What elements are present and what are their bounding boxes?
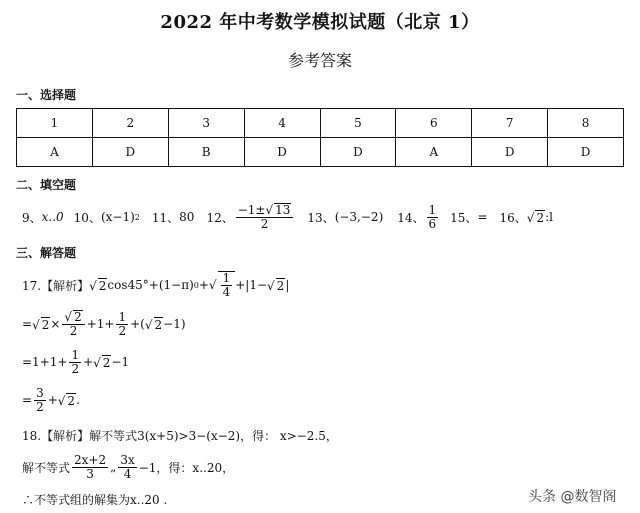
- q17-l1-radicand-2: 2: [276, 278, 285, 293]
- q12-denominator: 2: [260, 217, 269, 231]
- q18-l2-text-a: 解不等式: [22, 460, 71, 475]
- q17-l3-frac-num: 1: [71, 347, 80, 362]
- q17-l4-text-b: +: [47, 393, 58, 407]
- q17-l2-frac2-num: 1: [118, 309, 127, 324]
- table-cell: D: [472, 138, 548, 167]
- q10-answer: (x−1): [100, 210, 135, 224]
- q17-l1-fraction: [221, 272, 233, 298]
- q14-denominator: 6: [428, 216, 437, 231]
- q9-label: 9、: [22, 210, 42, 225]
- q16-radicand: 2: [536, 210, 545, 225]
- q11-answer: 80: [179, 210, 195, 224]
- q17-l3-text-b: +: [83, 355, 94, 369]
- table-cell: 3: [168, 109, 244, 138]
- q17-l3-frac-den: 2: [71, 361, 80, 376]
- table-cell: 1: [17, 109, 93, 138]
- q17-l4-text-a: =: [22, 393, 33, 407]
- q18-line-2: [22, 450, 234, 484]
- watermark: 头条 @数智阁: [528, 489, 617, 505]
- q17-l3-text-a: =1+1+: [22, 355, 68, 369]
- q17-label: 17.【解析】: [22, 278, 90, 293]
- section-heading-fill: 二、填空题: [16, 178, 77, 192]
- q17-l3-radicand: 2: [102, 355, 111, 370]
- q10-label: 10、: [73, 210, 101, 225]
- q12-fraction: [236, 203, 294, 230]
- q17-l1-text-b: +: [198, 278, 209, 292]
- table-row-answers: [17, 138, 624, 167]
- q14-numerator: 1: [428, 202, 437, 217]
- page-title: 2022 年中考数学模拟试题（北京 1）: [160, 12, 480, 33]
- q16-label: 16、: [499, 210, 527, 225]
- q12-label: 12、: [206, 210, 234, 225]
- q15-label: 15、: [450, 210, 478, 225]
- table-cell: 4: [244, 109, 320, 138]
- q12-numerator-text: −1±: [237, 203, 266, 218]
- q17-l2-text-b: ×: [50, 317, 61, 331]
- q17-l1-text-d: |: [285, 278, 290, 292]
- q18-l1-text: 解不等式3(x+5)>3−(x−2)，得： x>−2.5，: [89, 428, 338, 443]
- q17-l2-text-d: +(: [130, 317, 145, 331]
- q17-line-3: [22, 344, 129, 380]
- table-cell: D: [244, 138, 320, 167]
- q17-l1-frac-den: 4: [222, 285, 231, 299]
- page-subtitle: 参考答案: [287, 51, 352, 70]
- choice-answer-table: [16, 108, 624, 167]
- q17-l4-radicand: 2: [67, 393, 76, 408]
- q17-l2-frac1-den: 2: [69, 324, 78, 338]
- q17-l4-frac-den: 2: [36, 399, 44, 414]
- table-cell: 8: [548, 109, 624, 138]
- q17-l1-text-c: +|1−: [235, 278, 268, 292]
- q17-l2-text-a: =: [22, 317, 33, 331]
- q15-answer: =: [477, 210, 488, 224]
- q17-line-4: [22, 382, 80, 418]
- q17-l2-fraction-2: [116, 311, 128, 337]
- q14-label: 14、: [397, 210, 425, 225]
- q17-l2-fraction-1: [62, 310, 84, 337]
- q11-label: 11、: [151, 210, 180, 225]
- table-cell: D: [320, 138, 396, 167]
- q18-line-1: [22, 426, 338, 444]
- q18-line-3: [22, 490, 167, 508]
- q18-l2-fraction-1: [72, 454, 108, 480]
- q10-exponent: 2: [134, 212, 140, 222]
- q18-l2-fraction-2: [118, 454, 136, 480]
- table-row-numbers: [17, 109, 624, 138]
- q18-label: 18.【解析】: [22, 428, 90, 443]
- q17-l1-text-a: cos45°+(1−π): [107, 278, 194, 292]
- q18-l3-text: ∴不等式组的解集为x..20 .: [22, 492, 168, 507]
- q17-l2-frac1-radicand: 2: [74, 310, 82, 325]
- q17-l1-exponent: 0: [193, 280, 199, 290]
- table-cell: 7: [472, 109, 548, 138]
- q16-tail: :l: [545, 210, 553, 224]
- q17-l2-text-c: +1+: [86, 317, 115, 331]
- q18-l2-frac2-num: 3x: [120, 452, 135, 467]
- q18-l2-frac2-den: 4: [123, 466, 132, 481]
- section-heading-choice: 一、选择题: [16, 88, 77, 102]
- table-cell: 5: [320, 109, 396, 138]
- q18-l2-frac1-den: 3: [86, 466, 94, 481]
- table-cell: 6: [396, 109, 472, 138]
- q17-l3-fraction: [69, 349, 81, 375]
- table-cell: B: [168, 138, 244, 167]
- q17-l4-frac-num: 3: [36, 385, 44, 400]
- table-cell: D: [92, 138, 168, 167]
- q17-l2-radicand: 2: [41, 317, 50, 332]
- q17-line-1: [22, 268, 289, 302]
- q13-answer: (−3,−2): [334, 210, 384, 224]
- q17-l3-text-c: −1: [111, 355, 130, 369]
- q18-l2-text-c: −1，得：x..20，: [138, 460, 235, 475]
- q17-l2-radicand-2: 2: [154, 317, 163, 332]
- q18-l2-text-b: „: [110, 460, 117, 474]
- q17-line-2: [22, 306, 186, 342]
- table-cell: 2: [92, 109, 168, 138]
- q17-l2-frac2-den: 2: [118, 323, 127, 338]
- q18-l2-frac1-num: 2x+2: [74, 452, 107, 467]
- q17-l4-fraction: [34, 387, 46, 413]
- table-cell: D: [548, 138, 624, 167]
- q14-fraction: [427, 204, 439, 230]
- q17-l4-text-c: .: [76, 393, 80, 407]
- q9-answer: x..0: [41, 210, 64, 224]
- section-heading-solve: 三、解答题: [16, 246, 77, 260]
- q17-l1-frac-num: √ 1: [222, 271, 231, 286]
- q17-l1-radicand: 2: [98, 278, 107, 293]
- table-cell: A: [17, 138, 93, 167]
- q13-label: 13、: [307, 210, 335, 225]
- fill-answers-line: [22, 200, 553, 234]
- q12-radicand: 13: [275, 203, 291, 218]
- table-cell: A: [396, 138, 472, 167]
- q17-l2-text-e: −1): [163, 317, 186, 331]
